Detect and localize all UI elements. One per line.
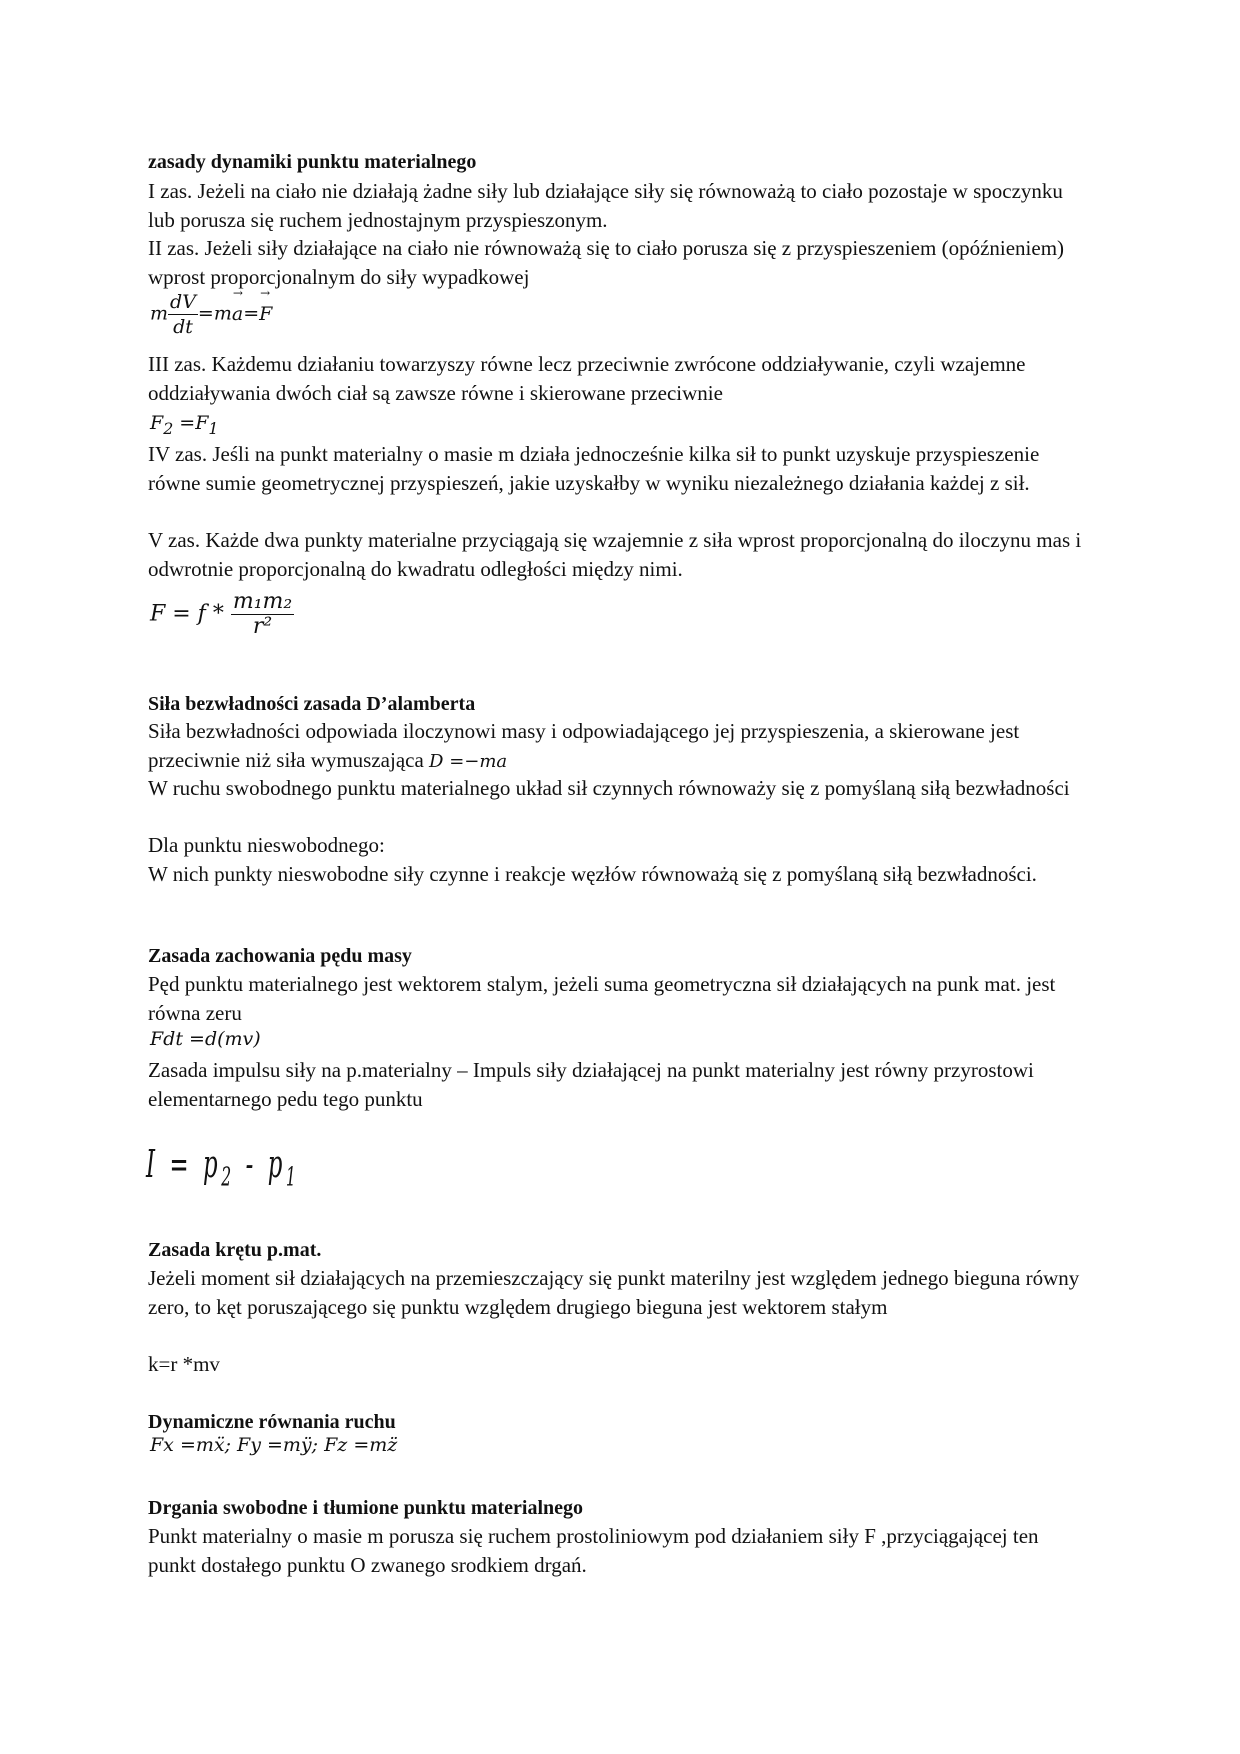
paragraph-second-law: II zas. Jeżeli siły działające na ciało nie równoważą się to ciało porusza się z przyspieszeniem (opóźnieniem) wprost proporcjonalnym do siły wypadkowej — [148, 236, 1065, 289]
paragraph-free-point: W ruchu swobodnego punktu materialnego układ sił czynnych równoważy się z pomyślaną siłą bezwładności — [148, 776, 1070, 800]
paragraph-third-law: III zas. Każdemu działaniu towarzyszy równe lecz przeciwnie zwrócone oddziaływanie, czyli wzajemne oddziaływania dwóch ciał są zawsze równe i skierowane przeciwnie — [148, 352, 1026, 405]
paragraph-angular: Jeżeli moment sił działających na przemieszczający się punkt materilny jest względem jednego bieguna równy zero, to kęt poruszającego się punktu względem drugiego bieguna jest wektorem stałym — [148, 1266, 1080, 1319]
paragraph-fifth-law: V zas. Każde dwa punkty materialne przyciągają się wzajemnie z siła wprost proporcjonalną do iloczynu mas i odwrotnie proporcjonalną do kwadratu odległości między nimi. — [148, 528, 1082, 581]
eq-fraction: $\frac{dV}{dt}$ — [170, 291, 196, 338]
section-heading-equations: Dynamiczne równania ruchu — [148, 1411, 396, 1433]
paragraph-angular-formula: k=r *mv — [148, 1352, 220, 1376]
equation-newton-second: m $\frac{dV}{dt}$ =m→ a=→ F — [150, 290, 272, 339]
section-heading-inertia: Siła bezwładności zasada D’alamberta — [148, 693, 476, 715]
equation-impulse: $I = p_2 - p_1$ — [146, 1142, 300, 1193]
equation-momentum: Fdt =d(mv) — [150, 1028, 261, 1050]
eq-vector-a: → a — [232, 303, 243, 325]
section-heading-laws: zasady dynamiki punktu materialnego — [148, 151, 477, 173]
section-heading-momentum: Zasada zachowania pędu masy — [148, 945, 412, 967]
paragraph-oscillations: Punkt materialny o masie m porusza się ruchem prostoliniowym pod działaniem siły F ,przyciągającej ten punkt dostałego punktu O zwanego srodkiem drgań. — [148, 1524, 1039, 1577]
equation-gravitation: F = f * $\frac{\text{m₁m₂}}{\text{r²}}$ — [150, 589, 293, 639]
eq-vector-f: → F — [259, 303, 272, 325]
paragraph-momentum: Pęd punktu materialnego jest wektorem stalym, jeżeli suma geometryczna sił działających na punk mat. jest równa zeru — [148, 972, 1056, 1025]
section-heading-angular: Zasada krętu p.mat. — [148, 1239, 322, 1261]
paragraph-nonfree-label: Dla punktu nieswobodnego: — [148, 833, 385, 857]
paragraph-fourth-law: IV zas. Jeśli na punkt materialny o masie m działa jednocześnie kilka sił to punkt uzyskuje przyspieszenie równe sumie geometrycznej przyspieszeń, jakie uzyskałby w wyniku niezależnego działania każdej z sił. — [148, 442, 1040, 495]
equation-motion: Fx =mẍ; Fy =mÿ; Fz =mz̈ — [150, 1434, 398, 1456]
paragraph-first-law: I zas. Jeżeli na ciało nie działają żadne siły lub działające siły się równoważą to ciało pozostaje w spoczynku lub porusza się ruchem jednostajnym przyspieszonym. — [148, 179, 1063, 232]
paragraph-nonfree: W nich punkty nieswobodne siły czynne i reakcje węzłów równoważą się z pomyślaną siłą bezwładności. — [148, 862, 1037, 886]
equation-dalembert: D =−ma — [429, 750, 508, 772]
section-heading-oscillations: Drgania swobodne i tłumione punktu materialnego — [148, 1497, 584, 1519]
paragraph-inertia-def: Siła bezwładności odpowiada iloczynowi masy i odpowiadającego jej przyspieszenia, a skierowane jest przeciwnie niż siła wymuszająca D =−ma — [148, 719, 1020, 772]
eq-mass: m — [150, 302, 169, 325]
equation-action-reaction: $F_2 =F_1$ — [150, 412, 219, 438]
paragraph-impulse: Zasada impulsu siły na p.materialny – Impuls siły działającej na punkt materialny jest równy przyrostowi elementarnego pedu tego punktu — [148, 1058, 1034, 1111]
